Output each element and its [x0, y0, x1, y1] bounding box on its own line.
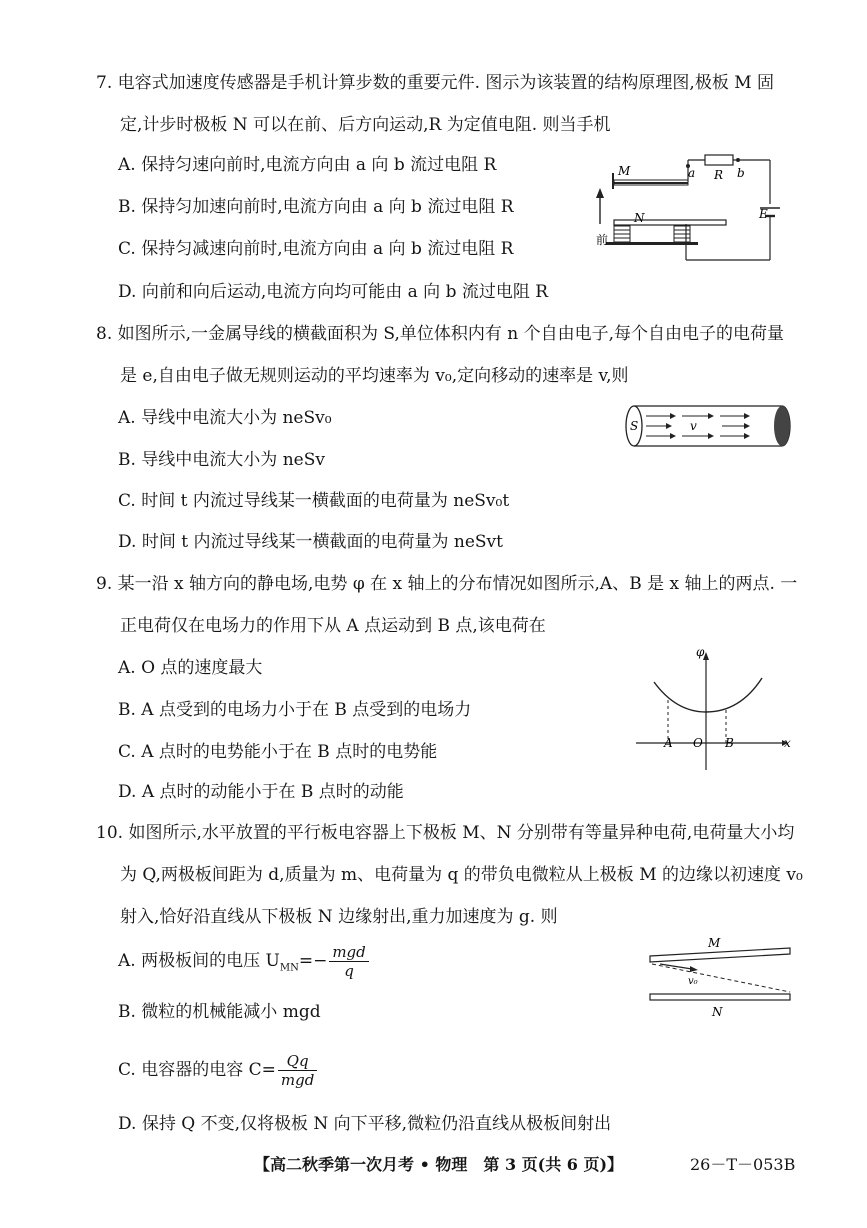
q7-fig-label-front: 前 — [596, 233, 609, 247]
q10-option-a-fraction — [329, 943, 368, 980]
q7-option-c: C. 保持匀减速向前时,电流方向由 a 向 b 流过电阻 R — [118, 239, 514, 259]
q7-option-b: B. 保持匀加速向前时,电流方向由 a 向 b 流过电阻 R — [118, 197, 514, 217]
q9-option-c: C. A 点时的电势能小于在 B 点时的电势能 — [118, 742, 438, 762]
q10-option-a-sub: MN — [279, 962, 299, 974]
q8-option-c: C. 时间 t 内流过导线某一横截面的电荷量为 neSv₀t — [118, 491, 510, 511]
q7-fig-label-N: N — [634, 211, 645, 225]
q10-option-c-prefix: C. 电容器的电容 C= — [118, 1060, 276, 1080]
q7-fig-label-R: R — [714, 168, 724, 182]
q9-figure-potential-graph — [636, 646, 796, 772]
q10-fig-label-M: M — [708, 936, 721, 950]
q10-option-d: D. 保持 Q 不变,仅将极板 N 向下平移,微粒仍沿直线从极板间射出 — [118, 1114, 612, 1134]
q10-figure-parallel-plates — [646, 936, 796, 1018]
q8-option-b: B. 导线中电流大小为 neSv — [118, 450, 325, 470]
q9-option-d: D. A 点时的动能小于在 B 点时的动能 — [118, 782, 404, 802]
q7-stem-line1: 7. 电容式加速度传感器是手机计算步数的重要元件. 图示为该装置的结构原理图,极板 M 固 — [96, 73, 775, 93]
q10-option-c-fraction — [278, 1052, 317, 1089]
q7-fig-label-a: a — [688, 166, 696, 180]
q9-fig-label-B: B — [725, 736, 734, 750]
q8-option-a: A. 导线中电流大小为 neSv₀ — [118, 408, 332, 428]
q10-option-a-denominator: q — [344, 962, 354, 980]
q8-figure-wire — [622, 402, 794, 450]
q10-option-c — [118, 1052, 319, 1089]
q9-fig-label-x: x — [784, 736, 791, 750]
q8-stem-line2: 是 e,自由电子做无规则运动的平均速率为 v₀,定向移动的速率是 v,则 — [120, 366, 629, 386]
q9-option-a: A. O 点的速度最大 — [118, 658, 263, 678]
q7-option-d: D. 向前和向后运动,电流方向均可能由 a 向 b 流过电阻 R — [118, 282, 549, 302]
q10-option-b: B. 微粒的机械能减小 mgd — [118, 1002, 321, 1022]
q10-stem-line1: 10. 如图所示,水平放置的平行板电容器上下极板 M、N 分别带有等量异种电荷,电荷量大小均 — [96, 823, 795, 843]
q7-figure-capacitor-circuit — [570, 146, 790, 268]
q10-option-a-numerator: mgd — [329, 943, 368, 962]
q7-fig-label-E: E — [759, 207, 768, 221]
q9-stem-line2: 正电荷仅在电场力的作用下从 A 点运动到 B 点,该电荷在 — [120, 616, 546, 636]
q7-fig-label-b: b — [737, 166, 745, 180]
q8-option-d: D. 时间 t 内流过导线某一横截面的电荷量为 neSvt — [118, 532, 503, 552]
q10-fig-label-N: N — [712, 1005, 723, 1018]
q10-option-a — [118, 943, 371, 980]
q8-fig-label-v: v — [690, 419, 697, 433]
q9-stem-line1: 9. 某一沿 x 轴方向的静电场,电势 φ 在 x 轴上的分布情况如图所示,A、B 是 x 轴上的两点. 一 — [96, 574, 798, 594]
q8-stem-line1: 8. 如图所示,一金属导线的横截面积为 S,单位体积内有 n 个自由电子,每个自由电子的电荷量 — [96, 324, 785, 344]
q10-option-a-eq: =− — [298, 951, 328, 971]
q9-fig-label-phi: φ — [696, 646, 705, 659]
q10-option-c-numerator: Qq — [278, 1052, 317, 1071]
footer-title: 【高二秋季第一次月考 • 物理 第 3 页(共 6 页)】 — [254, 1155, 624, 1174]
q7-fig-label-M: M — [618, 164, 631, 178]
q9-option-b: B. A 点受到的电场力小于在 B 点受到的电场力 — [118, 700, 472, 720]
q10-option-a-prefix: A. 两极板间的电压 U — [118, 951, 280, 971]
q10-option-c-denominator: mgd — [280, 1071, 315, 1089]
q10-stem-line3: 射入,恰好沿直线从下极板 N 边缘射出,重力加速度为 g. 则 — [120, 907, 558, 927]
q9-fig-label-O: O — [693, 736, 703, 750]
q8-fig-label-S: S — [630, 419, 639, 433]
footer-code: 26－T－053B — [690, 1155, 796, 1174]
q9-fig-label-A: A — [664, 736, 673, 750]
q7-option-a: A. 保持匀速向前时,电流方向由 a 向 b 流过电阻 R — [118, 155, 497, 175]
q7-stem-line2: 定,计步时极板 N 可以在前、后方向运动,R 为定值电阻. 则当手机 — [120, 115, 611, 135]
q10-fig-label-v0: v₀ — [688, 976, 698, 987]
q10-stem-line2: 为 Q,两极板间距为 d,质量为 m、电荷量为 q 的带负电微粒从上极板 M 的边缘以初速度 v₀ — [120, 865, 803, 885]
